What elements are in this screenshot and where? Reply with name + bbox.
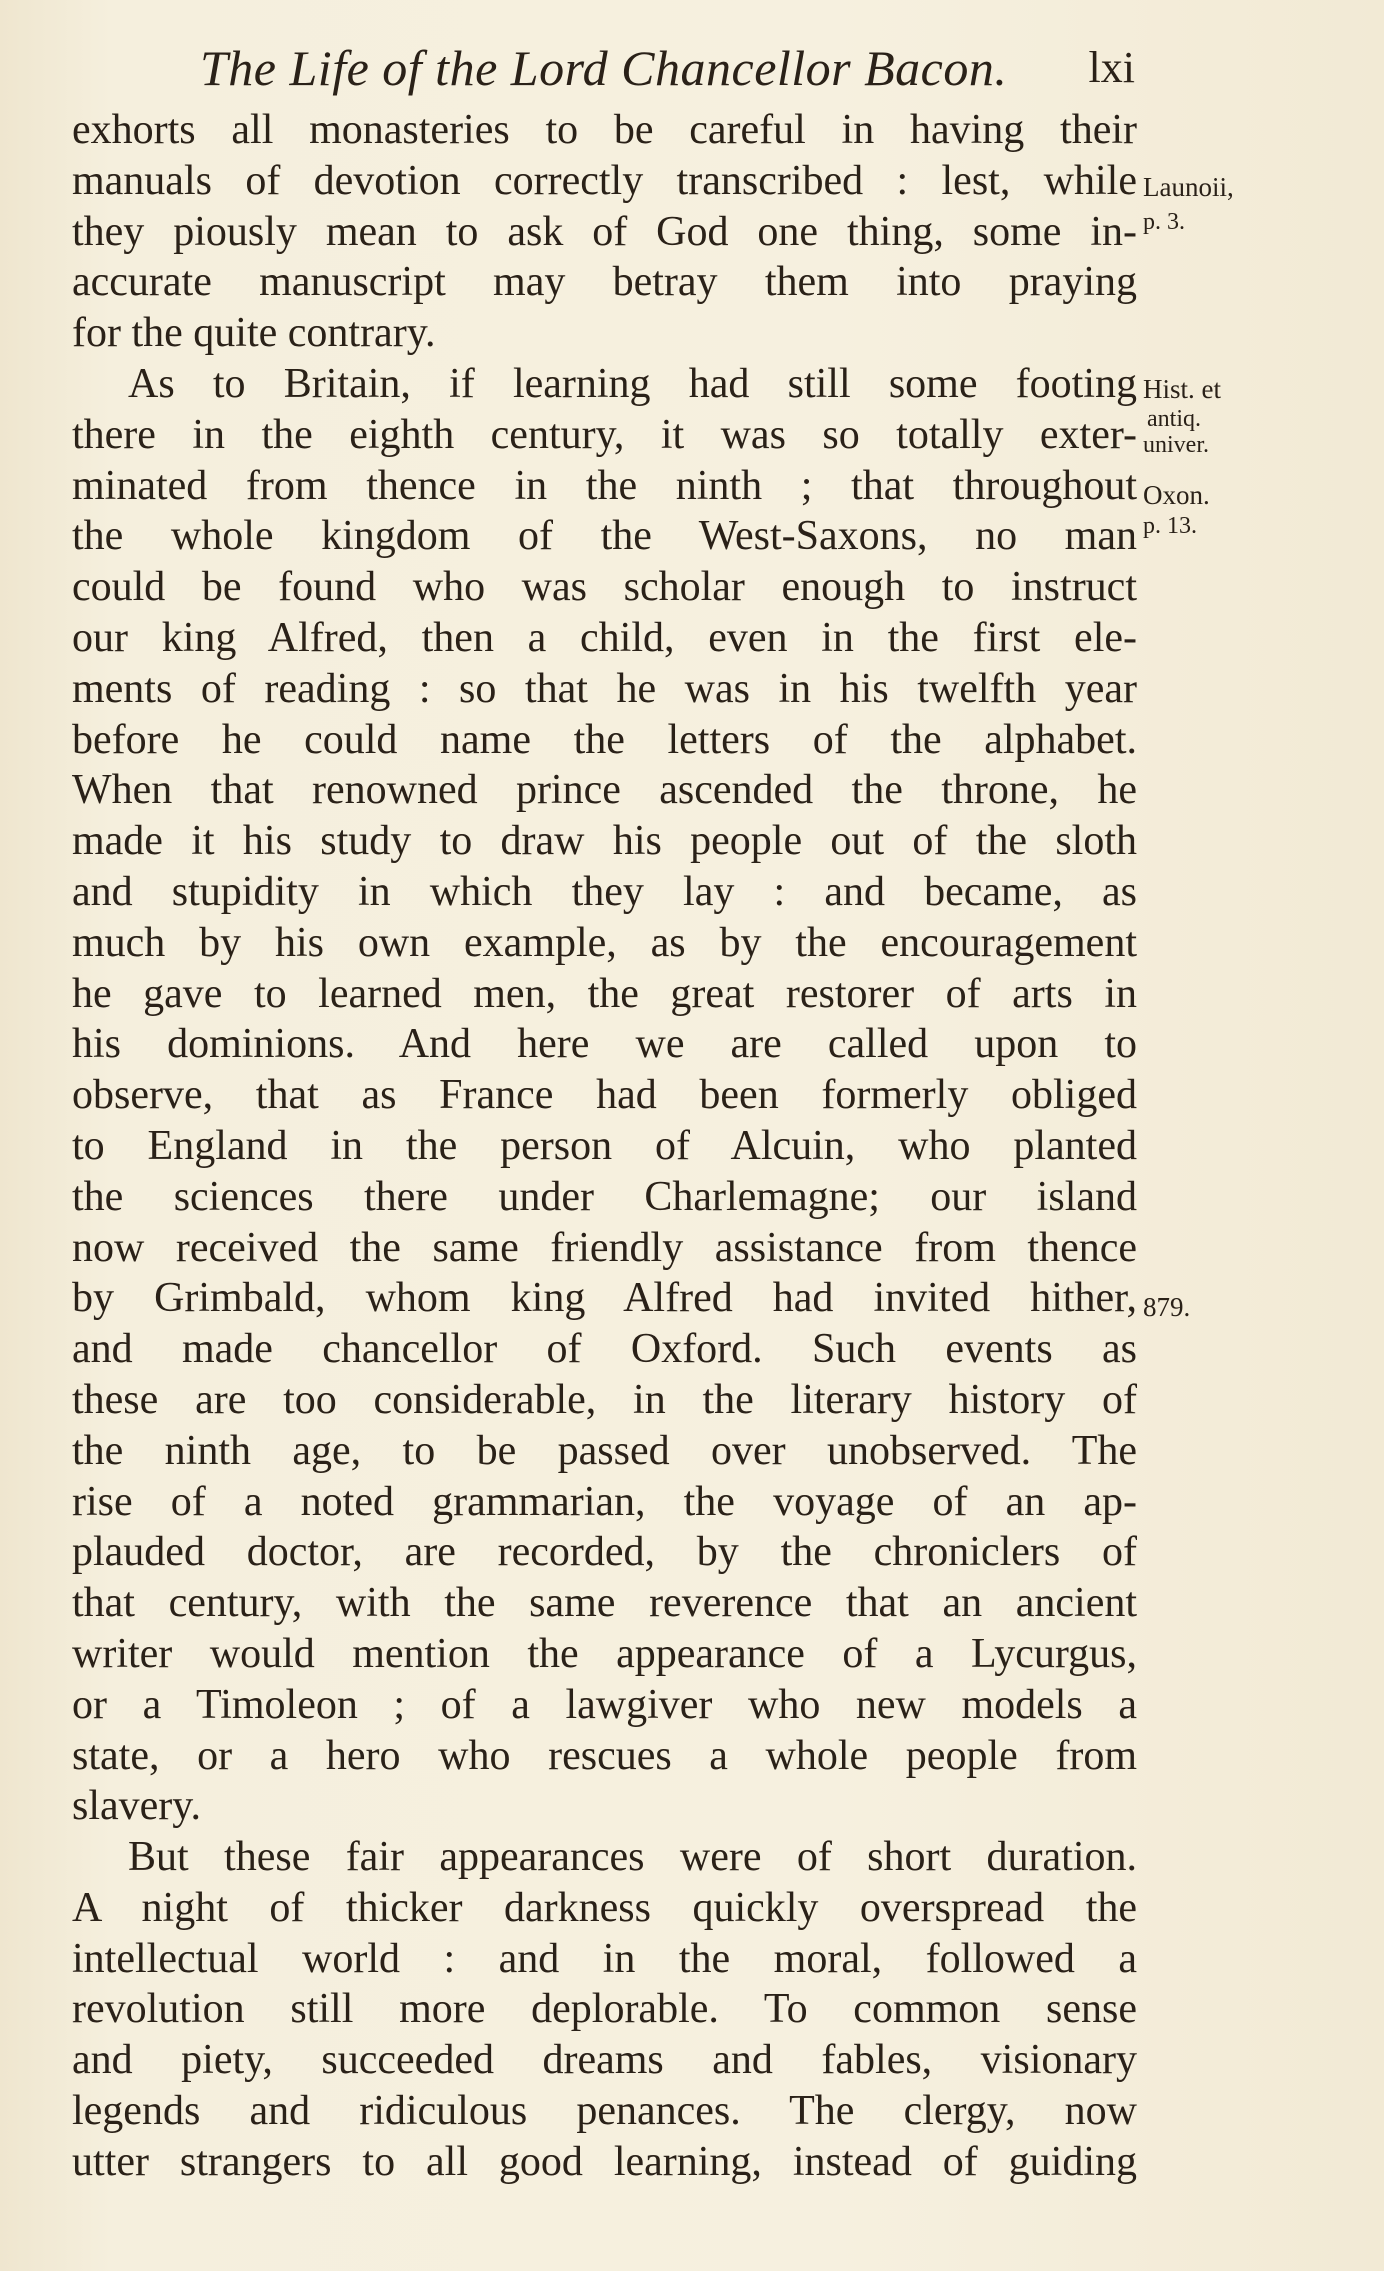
margin-note-univer: univer. — [1143, 432, 1209, 458]
text-line: they piously mean to ask of God one thing, some in- — [72, 208, 1137, 255]
text-line: he gave to learned men, the great restorer of arts in — [72, 970, 1137, 1017]
text-line: these are too considerable, in the literary history of — [72, 1376, 1137, 1423]
text-line: plauded doctor, are recorded, by the chroniclers of — [72, 1529, 1137, 1576]
text-line: the sciences there under Charlemagne; our island — [72, 1173, 1137, 1220]
text-line: A night of thicker darkness quickly overspread the — [72, 1884, 1137, 1931]
margin-note-launoii-page: p. 3. — [1143, 209, 1185, 235]
text-line: manuals of devotion correctly transcribed : lest, while — [72, 157, 1137, 204]
text-line: to England in the person of Alcuin, who planted — [72, 1122, 1137, 1169]
margin-note-year: 879. — [1143, 1292, 1191, 1322]
margin-note-antiq: antiq. — [1147, 406, 1201, 432]
text-line: exhorts all monasteries to be careful in having their — [72, 107, 1137, 153]
running-title: The Life of the Lord Chancellor Bacon. — [200, 40, 1008, 96]
text-line: our king Alfred, then a child, even in the first ele- — [72, 614, 1137, 661]
text-line: that century, with the same reverence that an ancient — [72, 1580, 1137, 1627]
text-line: ments of reading : so that he was in his twelfth year — [72, 665, 1137, 712]
margin-note-hist-page: p. 13. — [1143, 513, 1197, 539]
page-number: lxi — [1088, 43, 1135, 92]
text-line: before he could name the letters of the alphabet. — [72, 716, 1137, 763]
text-line: made it his study to draw his people out of the sloth — [72, 818, 1137, 865]
text-line: or a Timoleon ; of a lawgiver who new models a — [72, 1681, 1137, 1728]
paragraph-start-line: As to Britain, if learning had still some footing — [128, 360, 1137, 407]
text-line: rise of a noted grammarian, the voyage of an ap- — [72, 1478, 1137, 1525]
text-line: When that renowned prince ascended the throne, he — [72, 767, 1137, 814]
text-line: and piety, succeeded dreams and fables, visionary — [72, 2037, 1137, 2084]
text-line: intellectual world : and in the moral, followed a — [72, 1935, 1137, 1982]
text-line: utter strangers to all good learning, instead of guiding — [72, 2138, 1137, 2185]
margin-note-hist: Hist. et — [1143, 374, 1221, 404]
text-line: for the quite contrary. — [72, 310, 436, 357]
text-line: revolution still more deplorable. To common sense — [72, 1986, 1137, 2033]
text-line: much by his own example, as by the encouragement — [72, 919, 1137, 966]
text-line: slavery. — [72, 1783, 202, 1830]
text-line: writer would mention the appearance of a Lycurgus, — [72, 1630, 1137, 1677]
text-line: the whole kingdom of the West-Saxons, no man — [72, 513, 1137, 560]
text-line: minated from thence in the ninth ; that throughout — [72, 462, 1137, 509]
text-line: accurate manuscript may betray them into praying — [72, 259, 1137, 306]
text-line: his dominions. And here we are called upon to — [72, 1021, 1137, 1068]
text-line: now received the same friendly assistance from thence — [72, 1224, 1137, 1271]
paragraph-start-line: But these fair appearances were of short duration. — [128, 1834, 1137, 1881]
text-line: legends and ridiculous penances. The clergy, now — [72, 2088, 1137, 2135]
body-text — [72, 105, 1137, 2188]
margin-note-oxon: Oxon. — [1143, 480, 1210, 510]
text-line: there in the eighth century, it was so totally exter- — [72, 411, 1137, 458]
text-line: the ninth age, to be passed over unobserved. The — [72, 1427, 1137, 1474]
text-line: and stupidity in which they lay : and became, as — [72, 868, 1137, 915]
text-line: observe, that as France had been formerly obliged — [72, 1072, 1137, 1119]
text-line: and made chancellor of Oxford. Such events as — [72, 1326, 1137, 1373]
text-line: state, or a hero who rescues a whole people from — [72, 1732, 1137, 1779]
margin-note-launoii: Launoii, — [1143, 172, 1234, 202]
text-line: by Grimbald, whom king Alfred had invited hither, — [72, 1275, 1137, 1322]
page-header — [160, 30, 1135, 100]
text-line: could be found who was scholar enough to instruct — [72, 564, 1137, 611]
